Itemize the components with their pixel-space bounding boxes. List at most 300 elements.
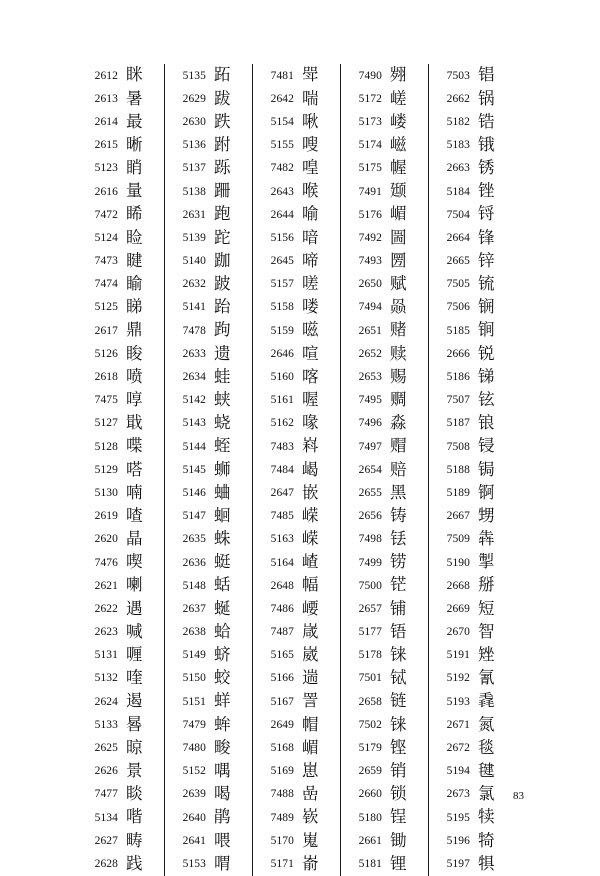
character: 喱 xyxy=(126,645,143,665)
table-row xyxy=(77,203,164,226)
character: 跔 xyxy=(214,320,231,340)
table-row xyxy=(341,852,428,875)
char-code: 2613 xyxy=(94,92,118,105)
character: 睄 xyxy=(126,158,143,178)
character: 铼 xyxy=(390,645,407,665)
char-code: 7487 xyxy=(270,626,294,639)
char-code: 5186 xyxy=(446,371,470,384)
table-row xyxy=(429,574,517,597)
character: 嵯 xyxy=(390,88,407,108)
char-code: 5154 xyxy=(270,115,294,128)
char-code: 5142 xyxy=(182,394,206,407)
character-table xyxy=(77,64,517,873)
table-row xyxy=(165,690,252,713)
char-code: 5179 xyxy=(358,742,382,755)
table-row xyxy=(165,226,252,249)
character: 锑 xyxy=(478,366,495,386)
char-code: 2627 xyxy=(94,834,118,847)
table-row xyxy=(341,667,428,690)
character: 蛟 xyxy=(214,668,231,688)
char-code: 5187 xyxy=(446,417,470,430)
char-code: 5166 xyxy=(270,672,294,685)
char-code: 2662 xyxy=(446,92,470,105)
character: 喹 xyxy=(126,668,143,688)
character: 喘 xyxy=(302,88,319,108)
character: 幄 xyxy=(390,158,407,178)
char-code: 5188 xyxy=(446,463,470,476)
character: 跛 xyxy=(214,274,231,294)
character: 嵑 xyxy=(302,459,319,479)
table-row xyxy=(341,690,428,713)
table-row xyxy=(341,783,428,806)
table-row xyxy=(253,203,340,226)
table-row xyxy=(253,690,340,713)
character: 锎 xyxy=(478,297,495,317)
character: 睃 xyxy=(126,343,143,363)
char-code: 7485 xyxy=(270,510,294,523)
table-row xyxy=(165,273,252,296)
char-code: 5168 xyxy=(270,742,294,755)
table-row xyxy=(77,458,164,481)
character: 跏 xyxy=(214,250,231,270)
character: 喁 xyxy=(214,760,231,780)
table-row xyxy=(165,389,252,412)
table-row xyxy=(77,180,164,203)
table-column xyxy=(165,64,253,876)
table-row xyxy=(77,806,164,829)
char-code: 5130 xyxy=(94,486,118,499)
character: 圌 xyxy=(390,227,407,247)
table-row xyxy=(429,481,517,504)
char-code: 5144 xyxy=(182,440,206,453)
character: 啍 xyxy=(126,389,143,409)
char-code: 5155 xyxy=(270,139,294,152)
character: 喟 xyxy=(214,853,231,873)
character: 链 xyxy=(390,691,407,711)
char-code: 7488 xyxy=(270,788,294,801)
table-row xyxy=(77,319,164,342)
table-row xyxy=(77,783,164,806)
character: 詈 xyxy=(302,691,319,711)
char-code: 5173 xyxy=(358,115,382,128)
char-code: 2638 xyxy=(182,626,206,639)
char-code: 7489 xyxy=(270,811,294,824)
character: 锁 xyxy=(390,784,407,804)
char-code: 5189 xyxy=(446,486,470,499)
table-row xyxy=(429,852,517,875)
character: 销 xyxy=(390,760,407,780)
character: 喊 xyxy=(126,621,143,641)
table-row xyxy=(341,157,428,180)
character: 喧 xyxy=(302,343,319,363)
table-row xyxy=(165,365,252,388)
char-code: 5194 xyxy=(446,765,470,778)
character: 赎 xyxy=(390,343,407,363)
table-row xyxy=(429,736,517,759)
character: 嗖 xyxy=(302,134,319,154)
table-column xyxy=(253,64,341,876)
char-code: 2661 xyxy=(358,834,382,847)
char-code: 5164 xyxy=(270,556,294,569)
character: 掣 xyxy=(478,552,495,572)
char-code: 7477 xyxy=(94,788,118,801)
char-code: 2622 xyxy=(94,602,118,615)
char-code: 2667 xyxy=(446,510,470,523)
character: 黑 xyxy=(390,482,407,502)
character: 锔 xyxy=(478,459,495,479)
character: 跆 xyxy=(214,297,231,317)
char-code: 2644 xyxy=(270,208,294,221)
table-row xyxy=(429,806,517,829)
table-row xyxy=(429,87,517,110)
char-code: 5197 xyxy=(446,857,470,870)
char-code: 2632 xyxy=(182,278,206,291)
table-row xyxy=(429,551,517,574)
char-code: 7507 xyxy=(446,394,470,407)
char-code: 5162 xyxy=(270,417,294,430)
table-row xyxy=(77,574,164,597)
character: 锇 xyxy=(478,134,495,154)
char-code: 7481 xyxy=(270,69,294,82)
table-column xyxy=(341,64,429,876)
character: 犊 xyxy=(478,807,495,827)
table-row xyxy=(253,389,340,412)
table-row xyxy=(253,110,340,133)
char-code: 2660 xyxy=(358,788,382,801)
char-code: 5132 xyxy=(94,672,118,685)
table-row xyxy=(77,296,164,319)
table-row xyxy=(253,412,340,435)
character: 晰 xyxy=(126,134,143,154)
table-row xyxy=(77,481,164,504)
character: 崽 xyxy=(302,760,319,780)
table-row xyxy=(429,690,517,713)
char-code: 2614 xyxy=(94,115,118,128)
table-row xyxy=(429,134,517,157)
character: 遏 xyxy=(126,691,143,711)
char-code: 5196 xyxy=(446,834,470,847)
table-row xyxy=(77,713,164,736)
char-code: 5123 xyxy=(94,162,118,175)
character: 喇 xyxy=(126,575,143,595)
character: 锂 xyxy=(390,853,407,873)
char-code: 5176 xyxy=(358,208,382,221)
character: 喈 xyxy=(126,807,143,827)
table-row xyxy=(165,296,252,319)
table-row xyxy=(341,342,428,365)
table-row xyxy=(77,273,164,296)
character: 畴 xyxy=(126,830,143,850)
character: 蜒 xyxy=(214,598,231,618)
character: 晾 xyxy=(126,737,143,757)
character: 晷 xyxy=(126,714,143,734)
char-code: 2636 xyxy=(182,556,206,569)
table-row xyxy=(77,852,164,875)
character: 铥 xyxy=(390,529,407,549)
char-code: 5159 xyxy=(270,324,294,337)
table-row xyxy=(77,505,164,528)
character: 嗞 xyxy=(302,320,319,340)
table-row xyxy=(165,157,252,180)
table-row xyxy=(165,528,252,551)
character: 锕 xyxy=(478,482,495,502)
table-row xyxy=(429,319,517,342)
char-code: 5147 xyxy=(182,510,206,523)
character: 锈 xyxy=(478,158,495,178)
page-number: 83 xyxy=(513,790,524,802)
table-row xyxy=(341,621,428,644)
character: 喉 xyxy=(302,181,319,201)
char-code: 5129 xyxy=(94,463,118,476)
character: 幅 xyxy=(302,575,319,595)
char-code: 2624 xyxy=(94,695,118,708)
table-row xyxy=(77,551,164,574)
table-row xyxy=(165,203,252,226)
char-code: 5193 xyxy=(446,695,470,708)
table-row xyxy=(77,690,164,713)
char-code: 5127 xyxy=(94,417,118,430)
char-code: 5190 xyxy=(446,556,470,569)
character: 甥 xyxy=(478,505,495,525)
character: 啼 xyxy=(302,250,319,270)
character: 翙 xyxy=(390,65,407,85)
character: 锍 xyxy=(478,274,495,294)
char-code: 2642 xyxy=(270,92,294,105)
table-row xyxy=(165,319,252,342)
char-code: 2670 xyxy=(446,626,470,639)
character: 鼎 xyxy=(126,320,143,340)
character: 喋 xyxy=(126,436,143,456)
table-row xyxy=(429,412,517,435)
table-row xyxy=(429,110,517,133)
table-row xyxy=(165,250,252,273)
table-row xyxy=(165,760,252,783)
table-row xyxy=(341,203,428,226)
character: 嵋 xyxy=(390,204,407,224)
character: 蛲 xyxy=(214,413,231,433)
character: 喀 xyxy=(302,366,319,386)
char-code: 5182 xyxy=(446,115,470,128)
table-row xyxy=(341,110,428,133)
char-code: 7492 xyxy=(358,231,382,244)
table-row xyxy=(253,621,340,644)
char-code: 5126 xyxy=(94,347,118,360)
char-code: 5138 xyxy=(182,185,206,198)
table-row xyxy=(253,783,340,806)
table-row xyxy=(253,760,340,783)
table-row xyxy=(77,342,164,365)
character: 锆 xyxy=(478,111,495,131)
character: 蜓 xyxy=(214,552,231,572)
char-code: 2643 xyxy=(270,185,294,198)
character: 喽 xyxy=(302,297,319,317)
char-code: 5151 xyxy=(182,695,206,708)
table-row xyxy=(165,87,252,110)
table-row xyxy=(77,621,164,644)
character: 戢 xyxy=(126,413,143,433)
table-row xyxy=(429,760,517,783)
char-code: 2631 xyxy=(182,208,206,221)
char-code: 5175 xyxy=(358,162,382,175)
char-code: 2648 xyxy=(270,579,294,592)
table-row xyxy=(341,644,428,667)
table-row xyxy=(429,644,517,667)
table-row xyxy=(253,134,340,157)
char-code: 5191 xyxy=(446,649,470,662)
char-code: 2658 xyxy=(358,695,382,708)
character: 犄 xyxy=(478,830,495,850)
table-row xyxy=(253,435,340,458)
char-code: 2664 xyxy=(446,231,470,244)
table-row xyxy=(253,319,340,342)
character: 蛐 xyxy=(214,482,231,502)
character: 犇 xyxy=(478,529,495,549)
char-code: 7484 xyxy=(270,463,294,476)
character: 蛘 xyxy=(214,691,231,711)
table-row xyxy=(253,852,340,875)
char-code: 2649 xyxy=(270,718,294,731)
character: 崴 xyxy=(302,645,319,665)
char-code: 5133 xyxy=(94,718,118,731)
character: 蛴 xyxy=(214,645,231,665)
character: 毳 xyxy=(478,691,495,711)
table-row xyxy=(253,806,340,829)
character: 铸 xyxy=(390,505,407,525)
char-code: 7474 xyxy=(94,278,118,291)
char-code: 7497 xyxy=(358,440,382,453)
table-row xyxy=(341,435,428,458)
table-row xyxy=(253,667,340,690)
table-row xyxy=(77,365,164,388)
character: 嗟 xyxy=(302,274,319,294)
char-code: 7494 xyxy=(358,301,382,314)
char-code: 2659 xyxy=(358,765,382,778)
table-row xyxy=(429,458,517,481)
character: 锅 xyxy=(478,88,495,108)
table-row xyxy=(77,157,164,180)
char-code: 5171 xyxy=(270,857,294,870)
character: 喻 xyxy=(302,204,319,224)
character: 短 xyxy=(478,598,495,618)
char-code: 2666 xyxy=(446,347,470,360)
character: 喤 xyxy=(302,158,319,178)
table-row xyxy=(429,528,517,551)
character: 赔 xyxy=(390,459,407,479)
char-code: 5192 xyxy=(446,672,470,685)
char-code: 7479 xyxy=(182,718,206,731)
table-row xyxy=(165,667,252,690)
table-row xyxy=(165,852,252,875)
char-code: 5137 xyxy=(182,162,206,175)
table-row xyxy=(341,574,428,597)
char-code: 7502 xyxy=(358,718,382,731)
char-code: 5167 xyxy=(270,695,294,708)
character: 氮 xyxy=(478,714,495,734)
character: 眯 xyxy=(126,65,143,85)
character: 遗 xyxy=(214,343,231,363)
char-code: 7493 xyxy=(358,255,382,268)
character: 蛔 xyxy=(214,505,231,525)
char-code: 5165 xyxy=(270,649,294,662)
char-code: 5152 xyxy=(182,765,206,778)
char-code: 2615 xyxy=(94,139,118,152)
char-code: 2628 xyxy=(94,857,118,870)
char-code: 7501 xyxy=(358,672,382,685)
character: 赐 xyxy=(390,366,407,386)
table-row xyxy=(341,226,428,249)
table-row xyxy=(165,574,252,597)
character: 氯 xyxy=(478,784,495,804)
table-row xyxy=(253,458,340,481)
character: 嵙 xyxy=(302,436,319,456)
character: 遇 xyxy=(126,598,143,618)
char-code: 5128 xyxy=(94,440,118,453)
table-row xyxy=(429,783,517,806)
character: 践 xyxy=(126,853,143,873)
character: 睎 xyxy=(126,204,143,224)
char-code: 2669 xyxy=(446,602,470,615)
character: 嵌 xyxy=(302,482,319,502)
character: 喙 xyxy=(302,413,319,433)
char-code: 7506 xyxy=(446,301,470,314)
character: 暑 xyxy=(126,88,143,108)
table-row xyxy=(165,110,252,133)
character: 跗 xyxy=(214,134,231,154)
table-row xyxy=(341,806,428,829)
table-row xyxy=(165,736,252,759)
table-row xyxy=(253,528,340,551)
char-code: 2665 xyxy=(446,255,470,268)
character: 跋 xyxy=(214,88,231,108)
char-code: 7491 xyxy=(358,185,382,198)
char-code: 2652 xyxy=(358,347,382,360)
character: 嵛 xyxy=(302,853,319,873)
char-code: 5134 xyxy=(94,811,118,824)
char-code: 2650 xyxy=(358,278,382,291)
table-row xyxy=(165,458,252,481)
table-row xyxy=(429,296,517,319)
character: 喫 xyxy=(126,552,143,572)
table-row xyxy=(77,389,164,412)
char-code: 5158 xyxy=(270,301,294,314)
character: 喔 xyxy=(302,389,319,409)
char-code: 2635 xyxy=(182,533,206,546)
char-code: 2618 xyxy=(94,371,118,384)
character: 铺 xyxy=(390,598,407,618)
table-row xyxy=(77,64,164,87)
char-code: 2672 xyxy=(446,742,470,755)
char-code: 5177 xyxy=(358,626,382,639)
char-code: 7508 xyxy=(446,440,470,453)
character: 嵒 xyxy=(302,784,319,804)
table-row xyxy=(165,505,252,528)
table-row xyxy=(77,134,164,157)
table-row xyxy=(77,736,164,759)
character: 锒 xyxy=(478,413,495,433)
char-code: 2616 xyxy=(94,185,118,198)
char-code: 5163 xyxy=(270,533,294,546)
character: 铻 xyxy=(390,621,407,641)
character: 跎 xyxy=(214,227,231,247)
character: 赌 xyxy=(390,320,407,340)
char-code: 2657 xyxy=(358,602,382,615)
table-row xyxy=(429,180,517,203)
table-row xyxy=(253,736,340,759)
char-code: 2656 xyxy=(358,510,382,523)
table-row xyxy=(429,157,517,180)
character: 嵫 xyxy=(390,134,407,154)
char-code: 2645 xyxy=(270,255,294,268)
